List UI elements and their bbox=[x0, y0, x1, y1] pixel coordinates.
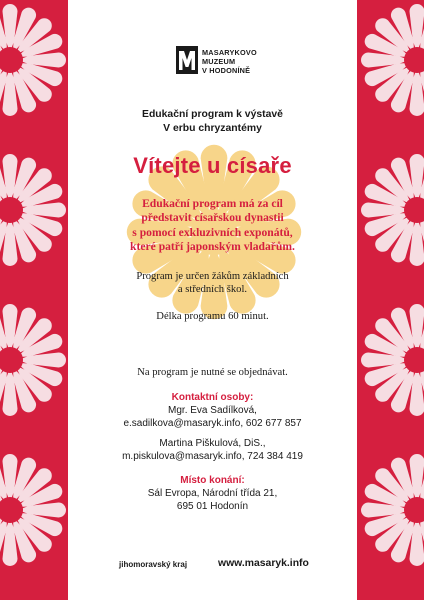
lead-text bbox=[68, 197, 357, 255]
program-subtitle-line2: V erbu chryzantémy bbox=[163, 123, 262, 134]
program-subtitle-line1: Edukační program k výstavě bbox=[142, 109, 283, 120]
venue-heading: Místo konání: bbox=[180, 475, 245, 486]
venue-section bbox=[68, 474, 357, 513]
contact-person-2-details: m.piskulova@masaryk.info, 724 384 419 bbox=[122, 451, 303, 463]
poster-panel bbox=[68, 0, 357, 600]
venue-address-line: Sál Evropa, Národní třída 21, bbox=[147, 488, 278, 500]
contacts-heading: Kontaktní osoby: bbox=[171, 392, 254, 403]
contact-person-2-name: Martina Piškulová, DiS., bbox=[159, 438, 266, 449]
audience-line: a středních škol. bbox=[177, 284, 248, 296]
website-link[interactable]: www.masaryk.info bbox=[218, 558, 309, 569]
audience-line: Program je určen žákům základních bbox=[136, 271, 289, 282]
booking-note: Na program je nutné se objednávat. bbox=[137, 367, 288, 378]
program-duration: Délka programu 60 minut. bbox=[156, 311, 269, 322]
contact-person-1-details: e.sadilkova@masaryk.info, 602 677 857 bbox=[123, 418, 302, 430]
chrysanthemum-icon bbox=[0, 0, 68, 600]
museum-name-line: MASARYKOVO bbox=[202, 48, 257, 57]
museum-name bbox=[202, 48, 257, 75]
venue-address-line: 695 01 Hodonín bbox=[176, 501, 249, 513]
contact-person-1-name: Mgr. Eva Sadílková, bbox=[168, 405, 257, 417]
left-chrysanthemum-border bbox=[0, 0, 68, 600]
region-logo-text: jihomoravský kraj bbox=[119, 560, 188, 569]
museum-name-line: V HODONÍNĚ bbox=[202, 66, 251, 75]
lead-line: s pomocí exkluzivních exponátů, bbox=[132, 225, 293, 239]
contact-person-2 bbox=[68, 437, 357, 463]
target-audience bbox=[68, 270, 357, 297]
right-chrysanthemum-border bbox=[357, 0, 424, 600]
lead-line: Edukační program má za cíl bbox=[142, 197, 283, 210]
museum-logo bbox=[176, 44, 266, 78]
lead-line: představit císařskou dynastii bbox=[141, 211, 284, 225]
contact-section bbox=[68, 391, 357, 430]
chrysanthemum-icon bbox=[357, 0, 424, 600]
museum-name-line: MUZEUM bbox=[202, 57, 236, 66]
page-title: Vítejte u císaře bbox=[133, 153, 292, 178]
mm-monogram-icon bbox=[176, 46, 198, 74]
lead-line: které patří japonským vladařům. bbox=[130, 240, 295, 254]
